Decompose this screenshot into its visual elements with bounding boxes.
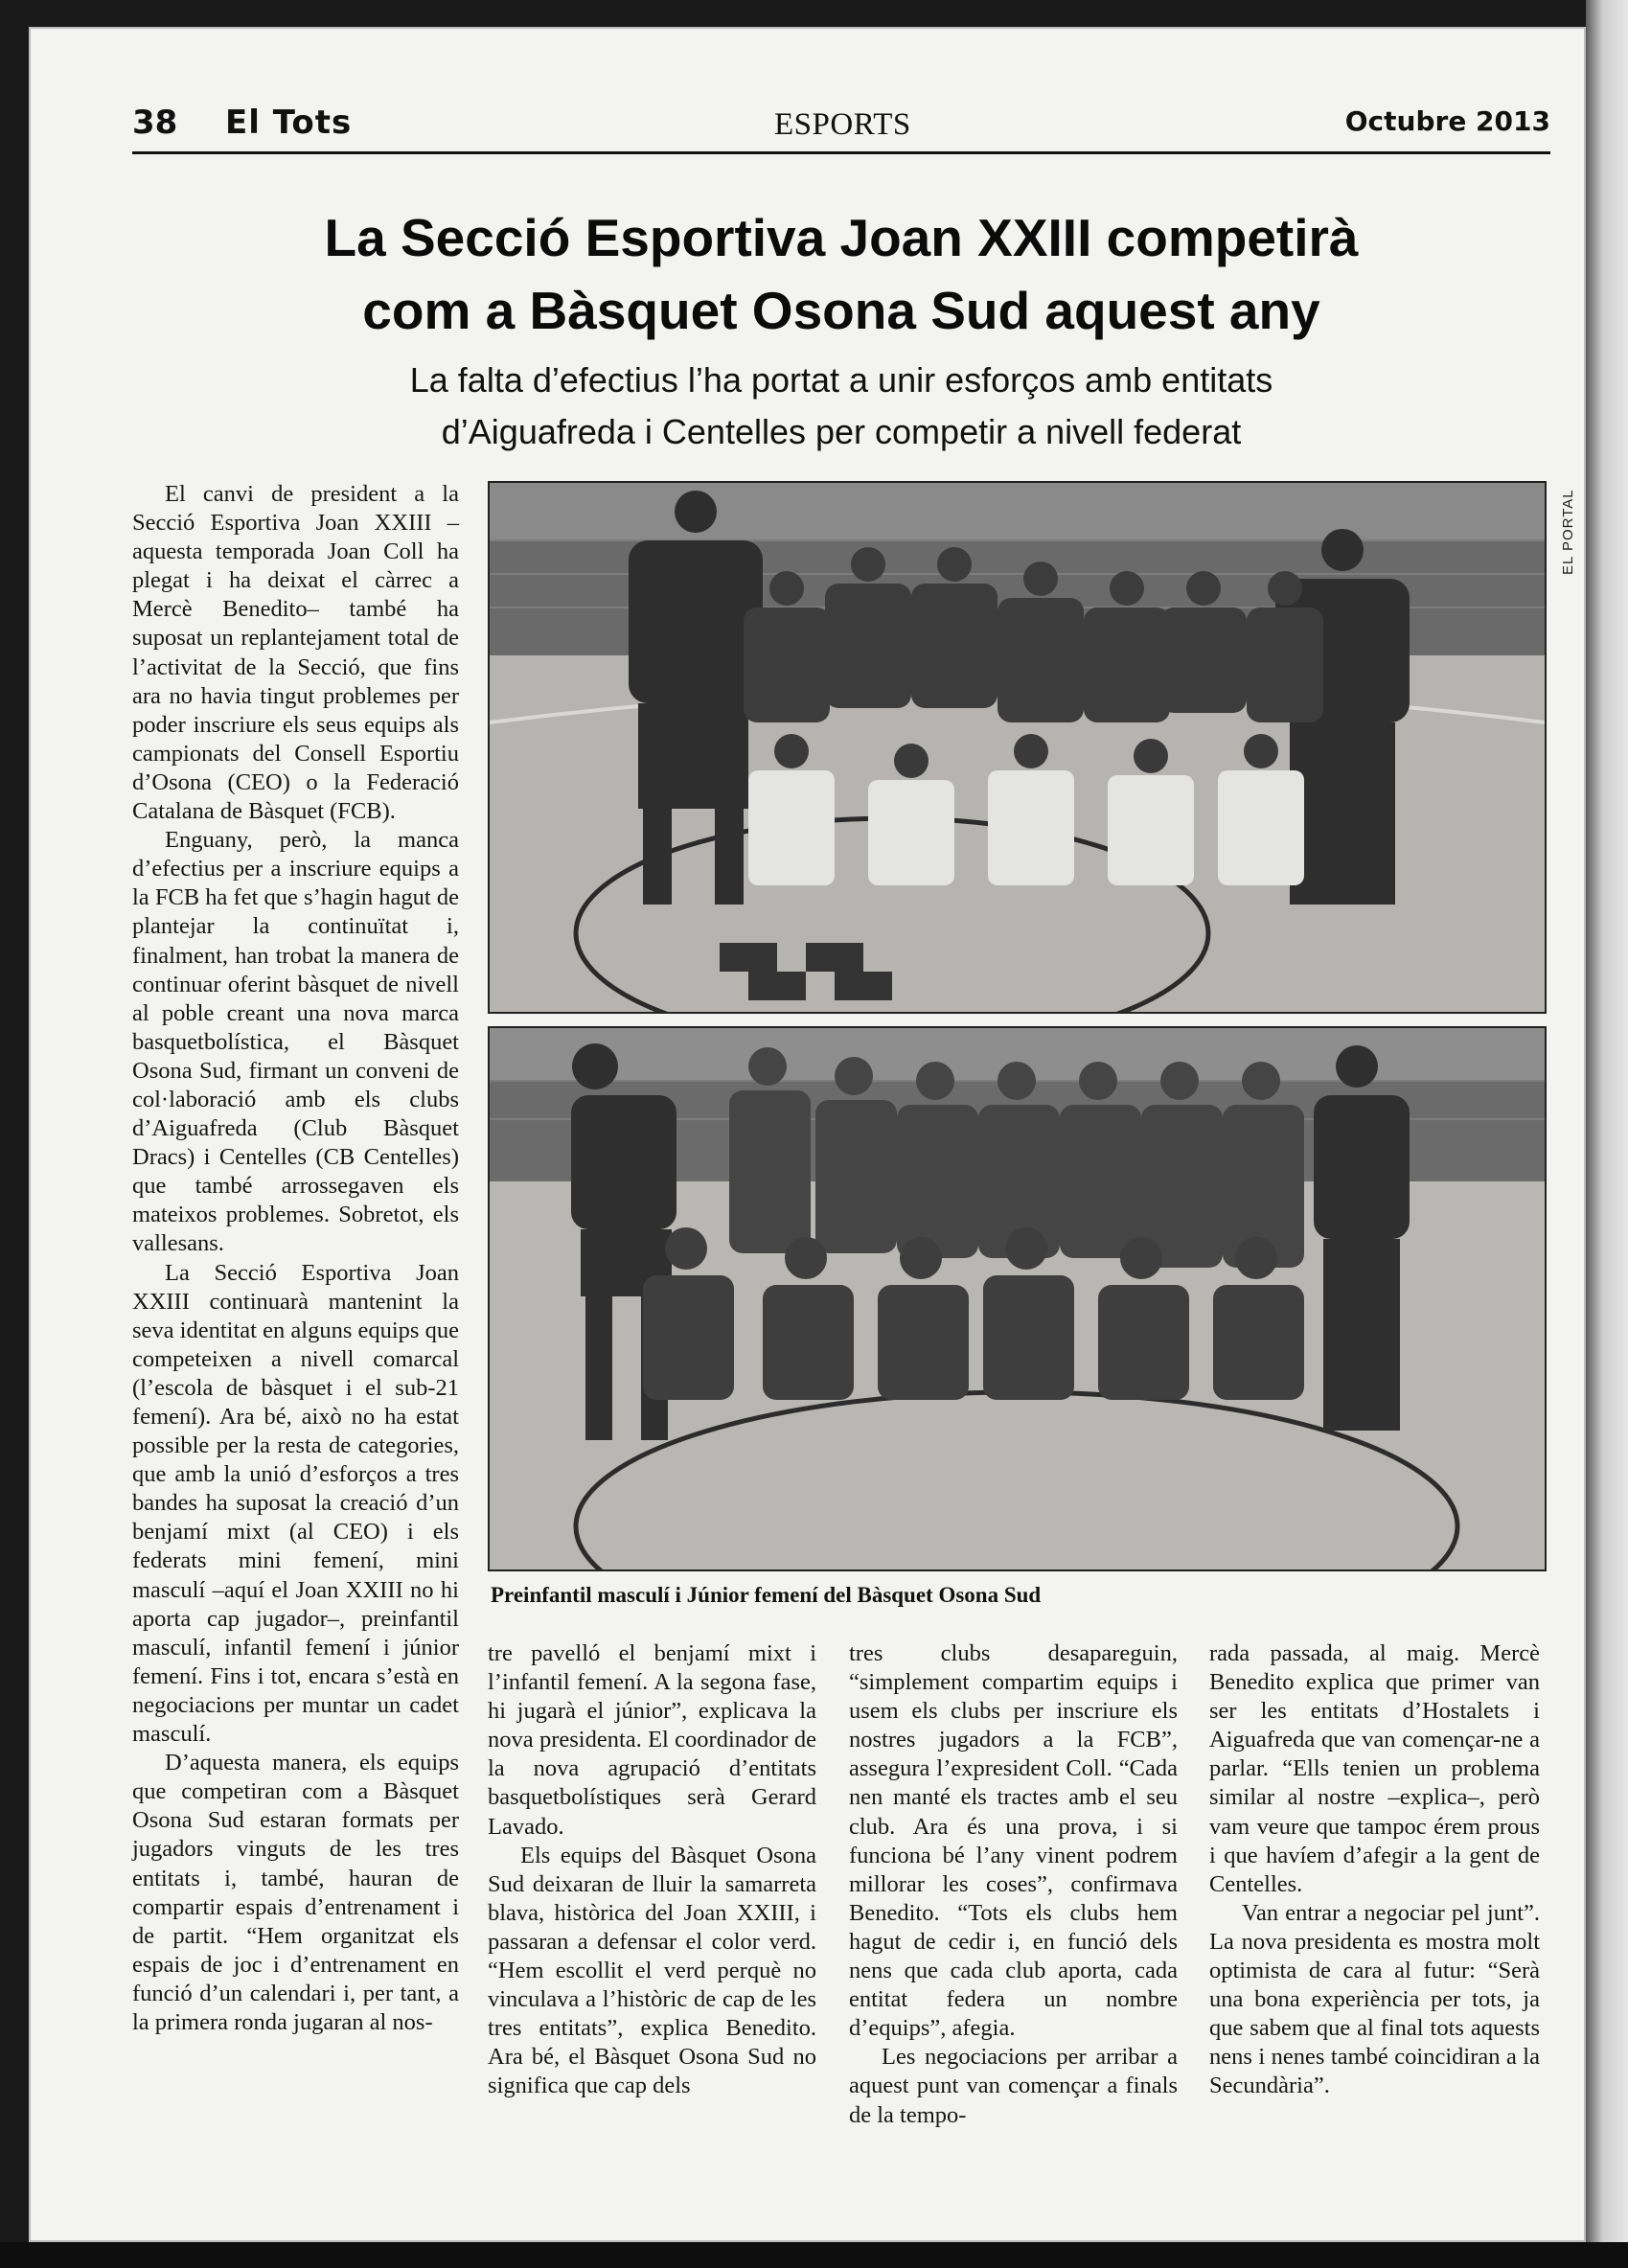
team-photo-boys-image [490, 483, 1545, 1012]
article-column-4 [1209, 1639, 1540, 2101]
next-page-edge [1586, 0, 1628, 2268]
col2-paragraph-2: Els equips del Bàsquet Osona Sud deixaran de lluir la samarreta blava, històrica del Joan XXIII, i passaran a defensar el color verd. “Hem escollit el verd perquè no vinculava a l’històric de cap de les tres entitats”, explica Benedito. Ara bé, el Bàsquet Osona Sud no significa que cap dels [488, 1842, 816, 2099]
section-name: ESPORTS [774, 107, 911, 142]
issue-date: Octubre 2013 [1344, 105, 1550, 137]
photo-credit: EL PORTAL [1560, 489, 1576, 575]
publication-name: El Tots [225, 103, 353, 142]
headline-line-1: La Secció Esportiva Joan XXIII competirà [324, 208, 1359, 267]
headline [132, 201, 1550, 347]
article-column-3 [849, 1639, 1178, 2130]
col4-paragraph-2: Van entrar a negociar pel junt”. La nova presidenta es mostra molt optimista de cara al futur: “Serà una bona experiència per tots, ja que sabem que al final tots aquests nens i nenes també coincidiran a la Secundària”. [1209, 1899, 1540, 2099]
subheadline [132, 355, 1550, 458]
scan-border [0, 2242, 1628, 2268]
col1-paragraph-3: La Secció Esportiva Joan XXIII continuarà mantenint la seva identitat en alguns equips que competeixen a nivell comarcal (l’escola de bàsquet i el sub-21 femení). Ara bé, això no ha estat possible per la resta de categories, que amb la unió d’esforços a tres bandes ha suposat la creació d’un benjamí mixt (al CEO) i els federats mini femení, mini masculí –aquí el Joan XXIII no hi aporta cap jugador–, preinfantil masculí, infantil femení i júnior femení. Fins i tot, encara s’està en negociacions per muntar un cadet masculí. [132, 1259, 459, 1748]
team-photo-girls [488, 1026, 1547, 1571]
headline-line-2: com a Bàsquet Osona Sud aquest any [362, 281, 1320, 340]
col2-paragraph-1: tre pavelló el benjamí mixt i l’infantil femení. A la segona fase, hi jugarà el júnior”, explicava la nova presidenta. El coordinador de la nova agrupació d’entitats basquetbolístiques serà Gerard Lavado. [488, 1640, 816, 1840]
team-photo-boys [488, 481, 1547, 1014]
article-column-1 [132, 480, 459, 2037]
col4-paragraph-1: rada passada, al maig. Mercè Benedito explica que primer van ser les entitats d’Hostalets i Aiguafreda que van començar-ne a parlar. “Ells tenien un problema similar al nostre –explica–, però vam veure que tampoc érem prous i que havíem d’afegir a la gent de Centelles. [1209, 1640, 1540, 1897]
header-rule [132, 151, 1550, 154]
team-photo-girls-image [490, 1028, 1545, 1569]
col1-paragraph-1: El canvi de president a la Secció Esportiva Joan XXIII –aquesta temporada Joan Coll ha plegat i ha deixat el càrrec a Mercè Benedito– també ha suposat un replantejament total de l’activitat de la Secció, que fins ara no havia tingut problemes per poder inscriure els seus equips als campionats del Consell Esportiu d’Osona (CEO) o la Federació Catalana de Bàsquet (FCB). [132, 481, 459, 825]
page-header [132, 103, 1550, 156]
page-number: 38 [132, 103, 178, 142]
col3-paragraph-2: Les negociacions per arribar a aquest punt van començar a finals de la tempo- [849, 2044, 1178, 2128]
photo-caption: Preinfantil masculí i Júnior femení del Bàsquet Osona Sud [491, 1583, 1042, 1607]
col3-paragraph-1: tres clubs desapareguin, “simplement compartim equips i usem els clubs per inscriure els nostres jugadors a la FCB”, assegura l’expresident Coll. “Cada nen manté els tractes amb el seu club. Ara és una prova, i si funciona bé l’any vinent podrem millorar les coses”, confirmava Benedito. “Tots els clubs hem hagut de cedir i, en funció dels nens que cada club aporta, cada entitat federa un nombre d’equips”, afegia. [849, 1640, 1178, 2042]
article-column-2 [488, 1639, 816, 2101]
col1-paragraph-2: Enguany, però, la manca d’efectius per a inscriure equips a la FCB ha fet que s’hagin hagut de plantejar la continuïtat i, finalment, han trobat la manera de continuar oferint bàsquet de nivell al poble creant una nova marca basquetbolística, el Bàsquet Osona Sud, firmant un conveni de col·laboració amb els clubs d’Aiguafreda (Club Bàsquet Dracs) i Centelles (CB Centelles) que també arrossegaven els mateixos problemes. Sobretot, els vallesans. [132, 827, 459, 1257]
subheadline-line-2: d’Aiguafreda i Centelles per competir a nivell federat [441, 412, 1242, 451]
col1-paragraph-4: D’aquesta manera, els equips que competiran com a Bàsquet Osona Sud estaran formats per jugadors vinguts de les tres entitats i, també, hauran de compartir espais d’entrenament i de partit. “Hem organitzat els espais de joc i d’entrenament en funció d’un calendari i, per tant, a la primera ronda jugaran al nos- [132, 1750, 459, 2035]
subheadline-line-1: La falta d’efectius l’ha portat a unir esforços amb entitats [409, 360, 1273, 400]
